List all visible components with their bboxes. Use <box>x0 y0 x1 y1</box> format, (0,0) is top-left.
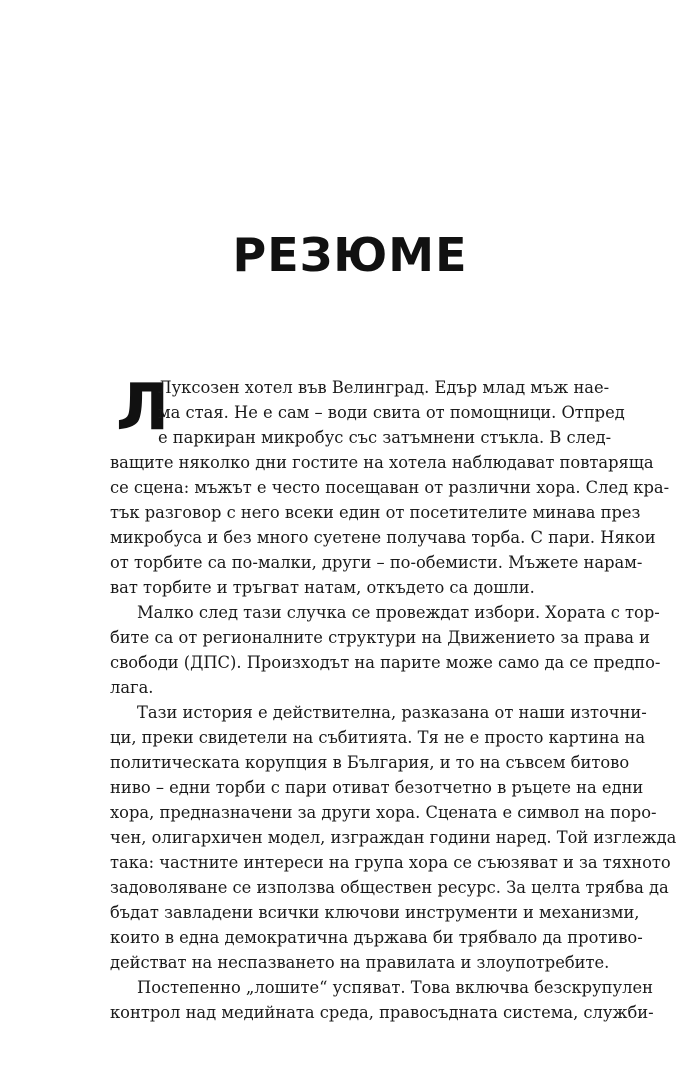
text-line: свободи (ДПС). Произходът на парите може само да се предпо- <box>110 653 661 672</box>
text-line: хора, предназначени за други хора. Сцената е символ на поро- <box>110 803 657 822</box>
text-line: политическата корупция в България, и то на съвсем битово <box>110 753 630 772</box>
text-line: микробуса и без много суетене получава торба. С пари. Някои <box>110 528 656 547</box>
text-line: Постепенно „лошите“ успяват. Това включва безскрупулен <box>137 978 653 997</box>
text-line: така: частните интереси на група хора се съюзяват и за тяхното <box>110 853 671 872</box>
text-line: Луксозен хотел във Велинград. Едър млад мъж нае- <box>158 378 610 397</box>
text-line: действат на неспазването на правилата и злоупотребите. <box>110 953 610 972</box>
text-line: ват торбите и тръгват натам, откъдето са дошли. <box>110 578 535 597</box>
text-line: ма стая. Не е сам – води свита от помощници. Отпред <box>158 403 625 422</box>
text-line: бите са от регионалните структури на Движението за права и <box>110 628 651 647</box>
text-line: чен, олигархичен модел, изграждан години наред. Той изглежда <box>110 828 677 847</box>
text-line: е паркиран микробус със затъмнени стъкла. В след- <box>158 428 612 447</box>
chapter-title: РЕЗЮМЕ <box>232 228 468 282</box>
chapter-body <box>110 371 677 1025</box>
text-line: ниво – едни торби с пари отиват безотчетно в ръцете на едни <box>110 778 644 797</box>
text-line: които в една демократична държава би трябвало да противо- <box>110 928 643 947</box>
text-line: Тази история е действителна, разказана от наши източни- <box>137 703 647 722</box>
text-line: се сцена: мъжът е често посещаван от различни хора. След кра- <box>110 478 670 497</box>
text-line: ци, преки свидетели на събитията. Тя не е просто картина на <box>110 728 646 747</box>
text-line: Малко след тази случка се провеждат избори. Хората с тор- <box>137 603 660 622</box>
text-line: задоволяване се използва обществен ресурс. За целта трябва да <box>110 878 669 897</box>
text-line: лага. <box>110 678 154 697</box>
text-line: ващите няколко дни гостите на хотела наблюдават повтаряща <box>110 453 654 472</box>
text-line: тък разговор с него всеки един от посетителите минава през <box>110 503 641 522</box>
text-line: от торбите са по-малки, други – по-обемисти. Мъжете нарам- <box>110 553 643 572</box>
text-line: контрол над медийната среда, правосъдната система, служби- <box>110 1003 654 1022</box>
drop-cap-letter: Л <box>116 371 170 445</box>
text-line: бъдат завладени всички ключови инструменти и механизми, <box>110 903 640 922</box>
